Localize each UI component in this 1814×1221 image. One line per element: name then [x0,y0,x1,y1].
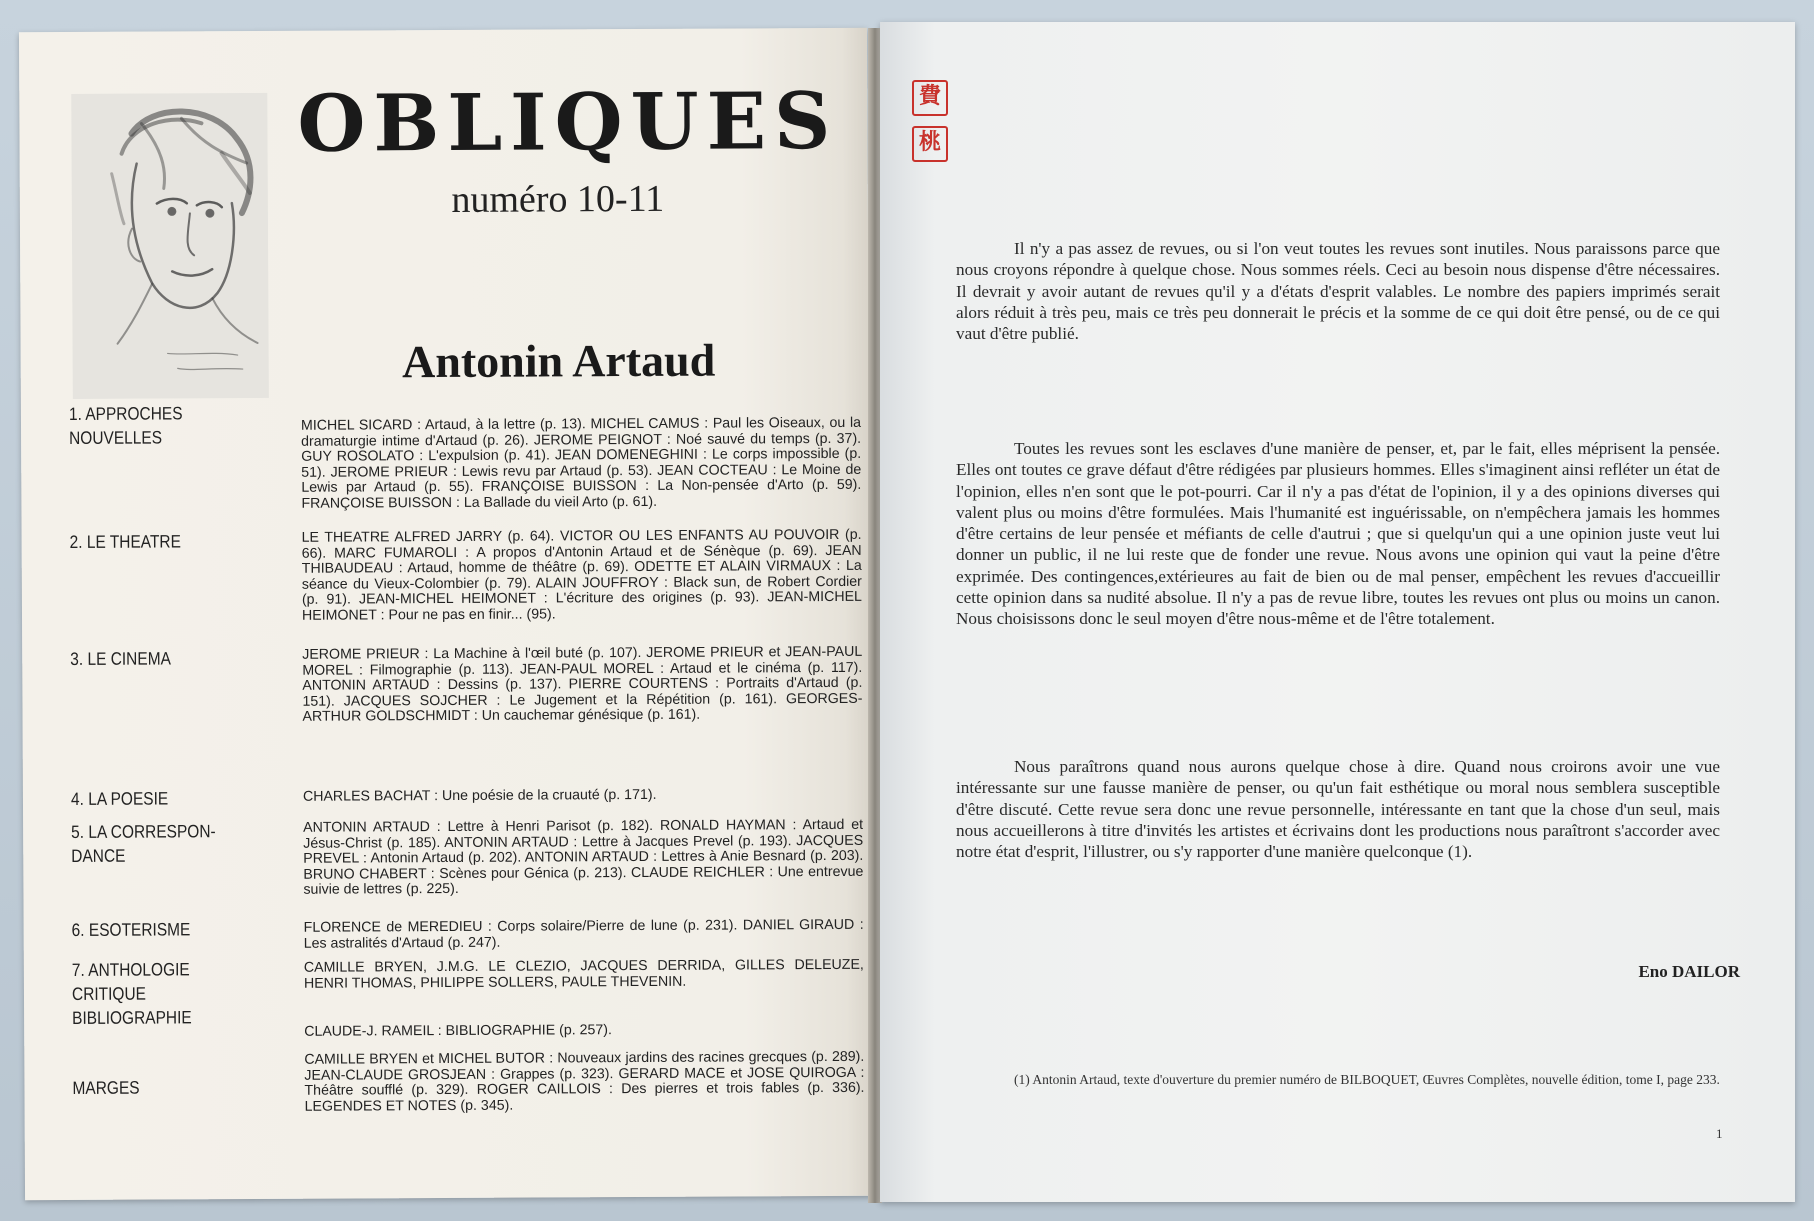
red-seal-stamp [912,80,948,172]
toc-row [70,783,851,809]
author-signature: Eno DAILOR [1638,962,1740,981]
left-page [19,28,873,1200]
editorial-paragraph: Il n'y a pas assez de revues, ou si l'on veut toutes les revues sont inutiles. Nous paraissons parce que nous croyons répondre à quelque chose. Nous sommes réels. Ceci au besoin nous dispense d'être nécessaires. Il devrait y avoir autant de revues qu'il y a d'états d'esprit valables. Le nombre des papiers imprimés serait alors réduit à très peu, mais ce très peu donnerait le précis et la somme de ce qui doit être pensé, ou de ce qui vaut d'être publié. [956,239,1720,344]
toc-entries: ANTONIN ARTAUD : Lettre à Henri Parisot (p. 182). RONALD HAYMAN : Artaud et Jésus-Christ (p. 185). ANTONIN ARTAUD : Lettre à Jacques Prevel (p. 193). JACQUES PREVEL : Antonin Artaud (p. 202). ANTONIN ARTAUD : Lettres à Anie Besnard (p. 203). BRUNO CHABERT : Scènes pour Génica (p. 213). CLAUDE REICHLER : Une entrevue suivie de lettres (p. 225). [303,816,864,899]
toc-entries: FLORENCE de MEREDIEU : Corps solaire/Pierre de lune (p. 231). DANIEL GIRAUD : Les astralités d'Artaud (p. 247). [303,916,864,952]
toc-section-title: 4. LA POESIE [70,788,169,809]
table-of-contents [68,398,865,1115]
toc-section-title: 6. ESOTERISME [71,919,191,940]
toc-row [72,1048,865,1115]
toc-section-title: 2. LE THEATRE [69,531,181,552]
magazine-title: OBLIQUES [297,75,839,170]
toc-entries: CLAUDE-J. RAMEIL : BIBLIOGRAPHIE (p. 257). [304,1022,612,1040]
toc-section-title: 3. LE CINEMA [70,648,171,669]
toc-row [71,914,864,952]
toc-section-title: 1. APPROCHES NOUVELLES [68,403,183,448]
issue-subject: Antonin Artaud [401,334,716,388]
artaud-portrait-drawing [71,93,269,399]
toc-row [69,526,862,624]
toc-section-title: MARGES [72,1077,140,1098]
toc-section-title: 5. LA CORRESPON- DANCE [71,821,216,866]
page-number: 1 [1716,1126,1723,1141]
seal-glyph-icon: 費 [912,80,948,116]
toc-entries: MICHEL SICARD : Artaud, à la lettre (p. 13). MICHEL CAMUS : Paul les Oiseaux, ou la dramaturgie intime d'Artaud (p. 26). JEROME PEIGNOT : Noé sauvé du temps (p. 37). GUY ROSOLATO : L'expulsion (p. 41). JEAN DOMENEGHINI : Le corps impossible (p. 51). JEROME PRIEUR : Lewis revu par Artaud (p. 53). JEAN COCTEAU : Le Moine de Lewis par Artaud (p. 55). FRANÇOISE BUISSON : La Non-pensée d'Arto (p. 59). FRANÇOISE BUISSON : La Ballade du vieil Arto (p. 61). [300,414,862,512]
seal-glyph-icon: 桃 [912,126,948,162]
toc-entries: CHARLES BACHAT : Une poésie de la cruauté (p. 171). [302,786,657,805]
right-page [880,22,1795,1202]
footnote: (1) Antonin Artaud, texte d'ouverture du premier numéro de BILBOQUET, Œuvres Complètes, nouvelle édition, tome I, page 233. [1014,1072,1720,1087]
toc-entries: LE THEATRE ALFRED JARRY (p. 64). VICTOR OU LES ENFANTS AU POUVOIR (p. 66). MARC FUMAROLI : A propos d'Antonin Artaud et de Sénèque (p. 69). JEAN THIBAUDEAU : Artaud, homme de théâtre (p. 69). ODETTE ET ALAIN VIRMAUX : La séance du Vieux-Colombier (p. 79). ALAIN JOUFFROY : Black sun, de Robert Cordier (p. 91). JEAN-MICHEL HEIMONET : L'écriture des origines (p. 93). JEAN-MICHEL HEIMONET : Pour ne pas en finir... (95). [301,526,862,624]
toc-entries: JEROME PRIEUR : La Machine à l'œil buté (p. 107). JEROME PRIEUR et JEAN-PAUL MOREL : Filmographie (p. 113). JEAN-PAUL MOREL : Artaud et le cinéma (p. 117). ANTONIN ARTAUD : Dessins (p. 137). PIERRE COURTENS : Portraits d'Artaud (p. 151). JACQUES SOJCHER : Le Jugement et la Répétition (p. 161). GEORGES-ARTHUR GOLDSCHMIDT : Un cauchemar génésique (p. 161). [302,643,863,726]
editorial-paragraph: Toutes les revues sont les esclaves d'une manière de penser, et, par le fait, elles méprisent la pensée. Elles ont toutes ce grave défaut d'être rédigées par plusieurs hommes. Elles s'imaginent ainsi refléter un état de l'opinion, elles n'en sont que le pot-pourri. Car il n'y a pas d'état de l'opinion, il y a des opinions diverses qui valent plus ou moins d'être formulées. Mais l'humanité est inguérissable, on n'empêchera jamais les hommes d'être certains de leur pensée et méfiants de celle d'autrui ; que si quelqu'un qui a une opinion juste veut lui donner un public, il ne lui reste que de fonder une revue. Nous avons une opinion qui vaut la peine d'être exprimée. Des contingences,extérieures au fait de bien ou de mal penser, empêchent les revues d'accueillir cette opinion dans sa nudité absolue. Il n'y a pas de revue libre, toutes les revues ont plus ou moins un canon. Nous choisissons donc le seul moyen d'être nous-même et de l'être totalement. [956,439,1720,629]
editorial-paragraph: Nous paraîtrons quand nous aurons quelque chose à dire. Quand nous croirons avoir une vue intéressante sur une fausse manière de penser, ou qu'un fait esthétique ou moral nous semblera susceptible d'être discuté. Cette revue sera donc une revue personnelle, intéressante en tant que la chose d'un seul, mais nous accueillerons à titre d'invités les artistes et écrivains dont les productions nous paraîtront s'accorder avec notre état d'esprit, l'illustrer, ou s'y rapporter d'une manière quelconque (1). [956,757,1720,862]
toc-row [70,643,863,726]
toc-row [71,816,864,899]
toc-section-title: 7. ANTHOLOGIE CRITIQUE BIBLIOGRAPHIE [71,959,192,1028]
toc-entries: CAMILLE BRYEN et MICHEL BUTOR : Nouveaux jardins des racines grecques (p. 289). JEAN-CLAUDE GROSJEAN : Grappes (p. 323). GERARD MACE et JOSE QUIROGA : Théâtre soufflé (p. 329). ROGER CAILLOIS : Des pierres et trois fables (p. 336). LEGENDES ET NOTES (p. 345). [304,1048,865,1115]
toc-row [68,398,862,512]
issue-number: numéro 10-11 [451,177,665,221]
toc-row [71,954,864,1028]
toc-entries: CAMILLE BRYEN, J.M.G. LE CLEZIO, JACQUES DERRIDA, GILLES DELEUZE, HENRI THOMAS, PHILIPPE SOLLERS, PAULE THEVENIN. [303,956,864,992]
